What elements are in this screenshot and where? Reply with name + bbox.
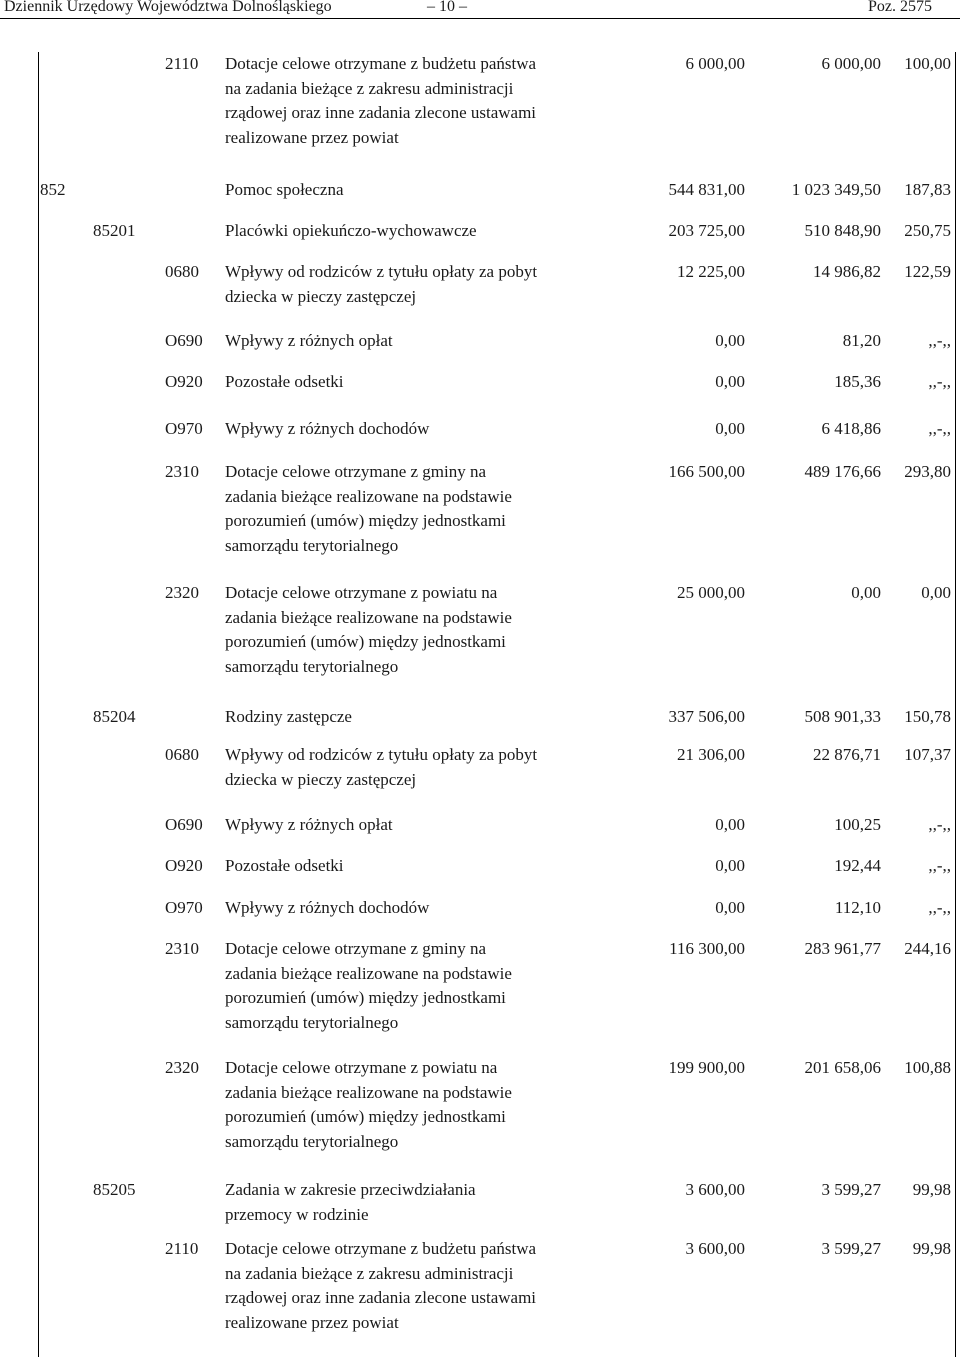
paragraph-code: O690 (165, 815, 203, 834)
planned-amount: 0,00 (715, 372, 745, 391)
division-code: 852 (40, 180, 66, 199)
executed-amount: 1 023 349,50 (791, 180, 881, 199)
execution-percent: 99,98 (912, 1180, 951, 1199)
paragraph-code: O690 (165, 331, 203, 350)
item-description: Dotacje celowe otrzymane z budżetu państwa na zadania bieżące z zakresu administracji rządowej oraz inne zadania zlecone ustawami realizowane przez powiat (225, 1239, 537, 1332)
item-description: Wpływy od rodziców z tytułu opłaty za pobyt dziecka w pieczy zastępczej (225, 745, 538, 789)
executed-amount: 14 986,82 (813, 262, 881, 281)
item-description: Dotacje celowe otrzymane z budżetu państwa na zadania bieżące z zakresu administracji rządowej oraz inne zadania zlecone ustawami realizowane przez powiat (225, 54, 537, 147)
executed-amount: 508 901,33 (804, 707, 881, 726)
page-number: – 10 – (427, 0, 467, 15)
page-header (0, 0, 960, 20)
item-description: Wpływy z różnych opłat (225, 331, 393, 350)
paragraph-code: 2110 (165, 1239, 199, 1258)
execution-percent: ,,-,, (928, 856, 951, 875)
execution-percent: 107,37 (904, 745, 951, 764)
planned-amount: 3 600,00 (685, 1239, 745, 1258)
paragraph-code: 2320 (165, 583, 199, 602)
executed-amount: 0,00 (851, 583, 881, 602)
executed-amount: 3 599,27 (821, 1239, 881, 1258)
executed-amount: 489 176,66 (804, 462, 881, 481)
table-right-border (955, 52, 956, 1357)
paragraph-code: O970 (165, 419, 203, 438)
paragraph-code: O920 (165, 856, 203, 875)
executed-amount: 192,44 (834, 856, 881, 875)
executed-amount: 3 599,27 (821, 1180, 881, 1199)
planned-amount: 337 506,00 (668, 707, 745, 726)
executed-amount: 81,20 (842, 331, 881, 350)
paragraph-code: 0680 (165, 745, 199, 764)
item-description: Placówki opiekuńczo-wychowawcze (225, 221, 477, 240)
paragraph-code: 0680 (165, 262, 199, 281)
planned-amount: 0,00 (715, 331, 745, 350)
planned-amount: 0,00 (715, 815, 745, 834)
item-description: Rodziny zastępcze (225, 707, 352, 726)
item-description: Dotacje celowe otrzymane z powiatu na zadania bieżące realizowane na podstawie porozumień (umów) między jednostkami samorządu terytorialnego (225, 583, 512, 676)
planned-amount: 25 000,00 (677, 583, 745, 602)
item-description: Wpływy z różnych opłat (225, 815, 393, 834)
execution-percent: 150,78 (904, 707, 951, 726)
item-description: Wpływy z różnych dochodów (225, 419, 430, 438)
execution-percent: 244,16 (904, 939, 951, 958)
item-description: Dotacje celowe otrzymane z powiatu na zadania bieżące realizowane na podstawie porozumień (umów) między jednostkami samorządu terytorialnego (225, 1058, 512, 1151)
executed-amount: 201 658,06 (804, 1058, 881, 1077)
paragraph-code: 2320 (165, 1058, 199, 1077)
item-description: Dotacje celowe otrzymane z gminy na zadania bieżące realizowane na podstawie porozumień (umów) między jednostkami samorządu terytorialnego (225, 462, 512, 555)
execution-percent: ,,-,, (928, 815, 951, 834)
position-number: Poz. 2575 (868, 0, 932, 15)
execution-percent: 99,98 (912, 1239, 951, 1258)
planned-amount: 0,00 (715, 856, 745, 875)
executed-amount: 185,36 (834, 372, 881, 391)
planned-amount: 3 600,00 (685, 1180, 745, 1199)
item-description: Pomoc społeczna (225, 180, 344, 199)
planned-amount: 203 725,00 (668, 221, 745, 240)
execution-percent: ,,-,, (928, 331, 951, 350)
paragraph-code: O970 (165, 898, 203, 917)
paragraph-code: 2110 (165, 54, 199, 73)
paragraph-code: 2310 (165, 462, 199, 481)
planned-amount: 199 900,00 (668, 1058, 745, 1077)
execution-percent: 0,00 (921, 583, 951, 602)
item-description: Zadania w zakresie przeciwdziałania przemocy w rodzinie (225, 1180, 476, 1224)
execution-percent: ,,-,, (928, 372, 951, 391)
execution-percent: ,,-,, (928, 419, 951, 438)
execution-percent: 293,80 (904, 462, 951, 481)
chapter-code: 85201 (93, 221, 136, 240)
paragraph-code: 2310 (165, 939, 199, 958)
planned-amount: 6 000,00 (685, 54, 745, 73)
executed-amount: 6 418,86 (821, 419, 881, 438)
planned-amount: 116 300,00 (669, 939, 745, 958)
planned-amount: 21 306,00 (677, 745, 745, 764)
executed-amount: 6 000,00 (821, 54, 881, 73)
planned-amount: 166 500,00 (668, 462, 745, 481)
execution-percent: 187,83 (904, 180, 951, 199)
planned-amount: 544 831,00 (668, 180, 745, 199)
item-description: Pozostałe odsetki (225, 856, 344, 875)
execution-percent: 100,88 (904, 1058, 951, 1077)
table-left-border (38, 52, 39, 1357)
execution-percent: 250,75 (904, 221, 951, 240)
executed-amount: 112,10 (834, 898, 881, 917)
paragraph-code: O920 (165, 372, 203, 391)
planned-amount: 0,00 (715, 419, 745, 438)
execution-percent: ,,-,, (928, 898, 951, 917)
item-description: Wpływy z różnych dochodów (225, 898, 430, 917)
planned-amount: 12 225,00 (677, 262, 745, 281)
execution-percent: 100,00 (904, 54, 951, 73)
journal-title: Dziennik Urzędowy Województwa Dolnośląskiego (4, 0, 332, 15)
header-rule (0, 18, 960, 19)
executed-amount: 283 961,77 (804, 939, 881, 958)
executed-amount: 22 876,71 (813, 745, 881, 764)
executed-amount: 510 848,90 (804, 221, 881, 240)
item-description: Wpływy od rodziców z tytułu opłaty za pobyt dziecka w pieczy zastępczej (225, 262, 538, 306)
executed-amount: 100,25 (834, 815, 881, 834)
chapter-code: 85205 (93, 1180, 136, 1199)
planned-amount: 0,00 (715, 898, 745, 917)
chapter-code: 85204 (93, 707, 136, 726)
execution-percent: 122,59 (904, 262, 951, 281)
item-description: Dotacje celowe otrzymane z gminy na zadania bieżące realizowane na podstawie porozumień (umów) między jednostkami samorządu terytorialnego (225, 939, 512, 1032)
item-description: Pozostałe odsetki (225, 372, 344, 391)
